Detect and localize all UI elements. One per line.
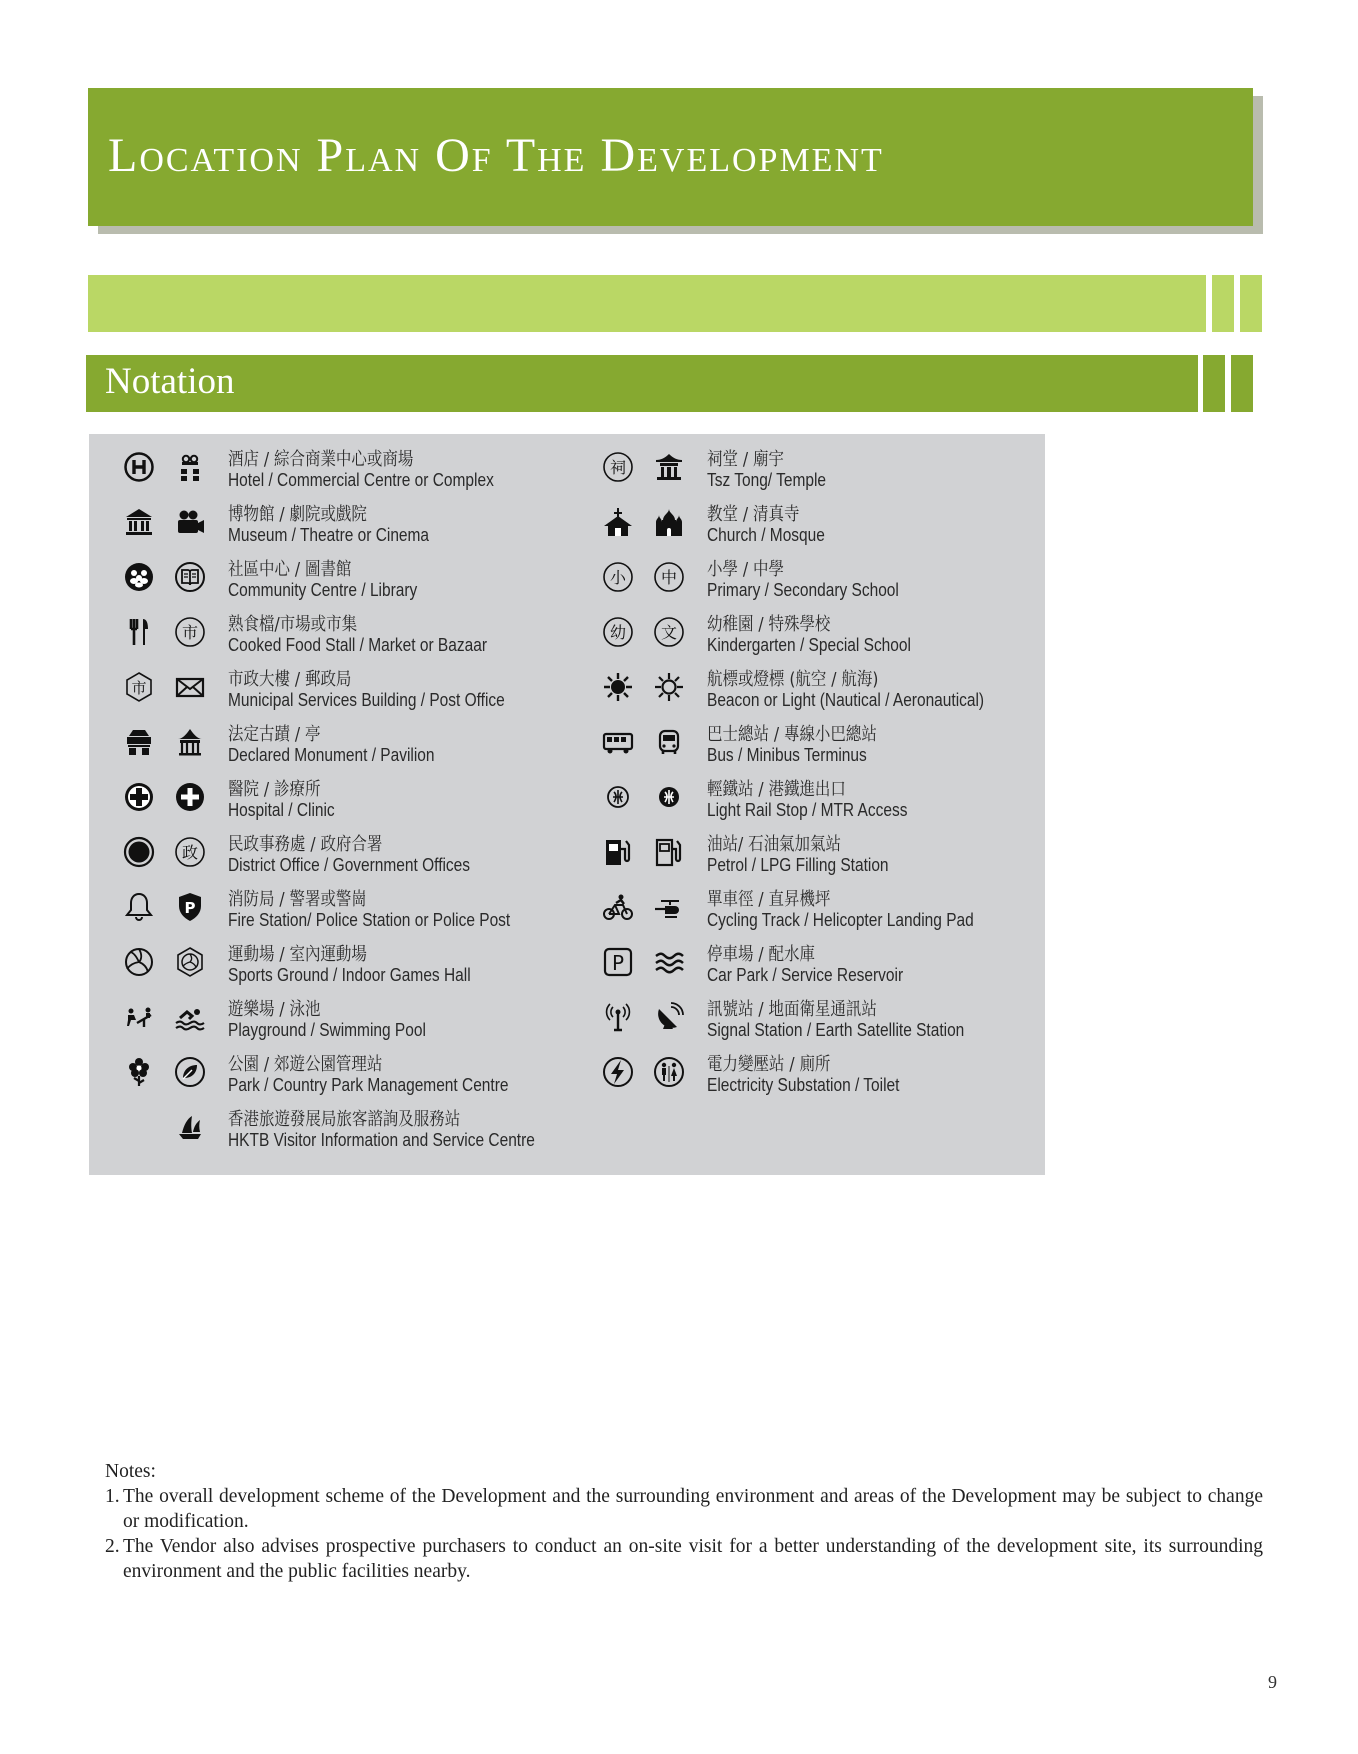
minibus-icon (653, 726, 685, 758)
svg-text:市: 市 (181, 623, 199, 642)
legend-label-en: Electricity Substation / Toilet (707, 1075, 900, 1095)
legend-label-en: Primary / Secondary School (707, 580, 899, 600)
municipal-building-icon (123, 671, 155, 703)
kindergarten-icon (602, 616, 634, 648)
legend-row (602, 670, 1042, 720)
legend-row (602, 780, 1022, 830)
legend-label-en: Fire Station/ Police Station or Police Post (228, 910, 511, 930)
page-title: Location Plan Of The Development (108, 129, 884, 182)
note-text: The overall development scheme of the Development and the surrounding environment and areas of the Development may be subject to change or modification. (123, 1486, 1263, 1532)
svg-text:P: P (184, 899, 196, 917)
legend-label-en: Hotel / Commercial Centre or Complex (228, 470, 494, 490)
cinema-icon (174, 506, 206, 538)
svg-text:中: 中 (660, 568, 678, 587)
legend-label-en: Declared Monument / Pavilion (228, 745, 435, 765)
legend-label-zh: 醫院 / 診療所 (228, 779, 321, 800)
market-icon (174, 616, 206, 648)
church-icon (602, 506, 634, 538)
car-park-icon (602, 946, 634, 978)
decorative-stripe (1203, 355, 1225, 412)
legend-row (123, 560, 543, 610)
legend-row (123, 1000, 543, 1050)
legend-row (123, 890, 543, 940)
clinic-icon (174, 781, 206, 813)
legend-label-zh: 市政大樓 / 郵政局 (228, 669, 352, 690)
legend-label-zh: 巴士總站 / 專線小巴總站 (707, 724, 877, 745)
district-office-icon (123, 836, 155, 868)
legend-label-en: Beacon or Light (Nautical / Aeronautical) (707, 690, 985, 710)
community-centre-icon (123, 561, 155, 593)
toilet-icon (653, 1056, 685, 1088)
legend-label-en: Church / Mosque (707, 525, 825, 545)
mtr-icon (653, 781, 685, 813)
electricity-icon (602, 1056, 634, 1088)
cooked-food-icon (123, 616, 155, 648)
notation-banner (86, 355, 1198, 412)
pavilion-icon (174, 726, 206, 758)
legend-label-zh: 熟食檔/市場或市集 (228, 614, 358, 635)
legend-label-zh: 公園 / 郊遊公園管理站 (228, 1054, 383, 1075)
legend-row (123, 505, 543, 555)
tsz-tong-icon (602, 451, 634, 483)
legend-row (602, 615, 1022, 665)
note-item (105, 1534, 1263, 1584)
legend-row (123, 1110, 563, 1160)
petrol-station-icon (602, 836, 634, 868)
legend-row (123, 615, 543, 665)
legend-row (123, 450, 543, 500)
helicopter-icon (653, 891, 685, 923)
legend-row (123, 835, 543, 885)
legend-label-zh: 酒店 / 綜合商業中心或商場 (228, 449, 414, 470)
hktb-junk-icon (174, 1111, 206, 1143)
park-icon (123, 1056, 155, 1088)
beacon-aeronautical-icon (602, 671, 634, 703)
legend-label-zh: 小學 / 中學 (707, 559, 784, 580)
police-station-icon (174, 891, 206, 923)
post-office-icon (174, 671, 206, 703)
indoor-games-hall-icon (174, 946, 206, 978)
legend-label-en: Community Centre / Library (228, 580, 418, 600)
hotel-icon (123, 451, 155, 483)
legend-label-en: Hospital / Clinic (228, 800, 335, 820)
legend-label-zh: 遊樂場 / 泳池 (228, 999, 321, 1020)
legend-label-en: District Office / Government Offices (228, 855, 471, 875)
legend-label-zh: 航標或燈標 (航空 / 航海) (707, 669, 879, 690)
legend-row (602, 945, 1022, 995)
note-number: 1. (105, 1486, 120, 1507)
legend-panel (89, 434, 1045, 1175)
legend-label-zh: 消防局 / 警署或警崗 (228, 889, 367, 910)
note-number: 2. (105, 1536, 120, 1557)
svg-text:幼: 幼 (609, 623, 627, 642)
legend-row (602, 890, 1022, 940)
legend-label-en: Light Rail Stop / MTR Access (707, 800, 908, 820)
legend-label-zh: 法定古蹟 / 亭 (228, 724, 321, 745)
legend-label-zh: 停車場 / 配水庫 (707, 944, 815, 965)
legend-label-en: Park / Country Park Management Centre (228, 1075, 509, 1095)
legend-label-en: Cooked Food Stall / Market or Bazaar (228, 635, 487, 655)
legend-label-en: Municipal Services Building / Post Office (228, 690, 505, 710)
legend-label-en: Car Park / Service Reservoir (707, 965, 904, 985)
satellite-station-icon (653, 1001, 685, 1033)
decorative-stripe (1231, 355, 1253, 412)
beacon-nautical-icon (653, 671, 685, 703)
legend-row (602, 835, 1022, 885)
svg-text:文: 文 (660, 623, 678, 642)
legend-label-zh: 訊號站 / 地面衛星通訊站 (707, 999, 877, 1020)
legend-row (123, 1055, 543, 1105)
legend-label-en: Cycling Track / Helicopter Landing Pad (707, 910, 974, 930)
legend-label-en: Bus / Minibus Terminus (707, 745, 867, 765)
legend-row (123, 670, 543, 720)
legend-label-zh: 幼稚園 / 特殊學校 (707, 614, 831, 635)
primary-school-icon (602, 561, 634, 593)
decorative-bar (88, 275, 1206, 332)
legend-label-zh: 電力變壓站 / 廁所 (707, 1054, 831, 1075)
legend-label-en: Tsz Tong/ Temple (707, 470, 827, 490)
legend-label-en: HKTB Visitor Information and Service Centre (228, 1130, 535, 1150)
note-text: The Vendor also advises prospective purchasers to conduct an on-site visit for a better understanding of the development site, its surrounding environment and the public facilities nearby. (123, 1536, 1263, 1582)
legend-label-zh: 油站/ 石油氣加氣站 (707, 834, 841, 855)
legend-label-en: Sports Ground / Indoor Games Hall (228, 965, 471, 985)
hospital-icon (123, 781, 155, 813)
legend-label-zh: 民政事務處 / 政府合署 (228, 834, 383, 855)
legend-label-en: Museum / Theatre or Cinema (228, 525, 430, 545)
page-number: 9 (1268, 1672, 1277, 1692)
legend-label-zh: 香港旅遊發展局旅客諮詢及服務站 (228, 1109, 461, 1130)
notes-section (105, 1459, 1263, 1584)
legend-label-zh: 運動場 / 室內運動場 (228, 944, 367, 965)
playground-icon (123, 1001, 155, 1033)
fire-station-icon (123, 891, 155, 923)
government-offices-icon (174, 836, 206, 868)
swimming-pool-icon (174, 1001, 206, 1033)
mosque-icon (653, 506, 685, 538)
svg-text:政: 政 (181, 843, 199, 862)
legend-row (602, 1000, 1022, 1050)
legend-label-en: Signal Station / Earth Satellite Station (707, 1020, 965, 1040)
legend-row (123, 725, 543, 775)
commercial-centre-icon (174, 451, 206, 483)
legend-label-zh: 輕鐵站 / 港鐵進出口 (707, 779, 846, 800)
signal-station-icon (602, 1001, 634, 1033)
legend-row (123, 780, 543, 830)
legend-label-en: Petrol / LPG Filling Station (707, 855, 889, 875)
temple-icon (653, 451, 685, 483)
decorative-stripe (1240, 275, 1262, 332)
country-park-icon (174, 1056, 206, 1088)
legend-row (602, 450, 1022, 500)
legend-row (602, 560, 1022, 610)
bus-icon (602, 726, 634, 758)
museum-icon (123, 506, 155, 538)
legend-row (123, 945, 543, 995)
legend-label-zh: 祠堂 / 廟宇 (707, 449, 784, 470)
svg-text:P: P (611, 951, 625, 975)
legend-row (602, 725, 1022, 775)
reservoir-icon (653, 946, 685, 978)
svg-text:市: 市 (131, 679, 147, 697)
cycling-icon (602, 891, 634, 923)
library-icon (174, 561, 206, 593)
note-item (105, 1484, 1263, 1534)
legend-row (602, 505, 1022, 555)
light-rail-icon (602, 781, 634, 813)
lpg-station-icon (653, 836, 685, 868)
legend-label-zh: 單車徑 / 直昇機坪 (707, 889, 831, 910)
svg-text:祠: 祠 (609, 458, 627, 477)
legend-label-zh: 博物館 / 劇院或戲院 (228, 504, 367, 525)
special-school-icon (653, 616, 685, 648)
notation-heading: Notation (105, 361, 235, 402)
monument-icon (123, 726, 155, 758)
legend-label-en: Kindergarten / Special School (707, 635, 911, 655)
legend-label-zh: 教堂 / 清真寺 (707, 504, 800, 525)
legend-label-zh: 社區中心 / 圖書館 (228, 559, 352, 580)
svg-text:小: 小 (609, 568, 627, 587)
legend-row (602, 1055, 1022, 1105)
notes-heading: Notes: (105, 1461, 156, 1482)
legend-label-en: Playground / Swimming Pool (228, 1020, 426, 1040)
secondary-school-icon (653, 561, 685, 593)
sports-ground-icon (123, 946, 155, 978)
decorative-stripe (1212, 275, 1234, 332)
